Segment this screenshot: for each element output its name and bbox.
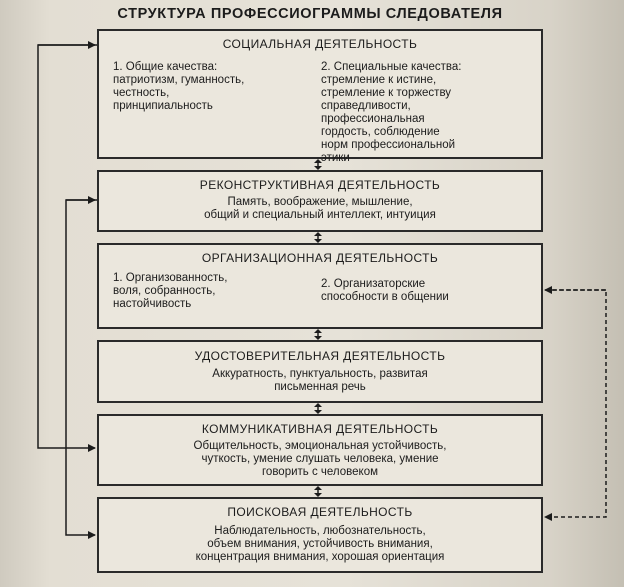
- search-activity-text: Наблюдательность, любознательность, объем внимания, устойчивость внимания, концентрация внимания, хорошая ориентация: [195, 525, 445, 563]
- search-activity-title: ПОИСКОВАЯ ДЕЯТЕЛЬНОСТЬ: [227, 505, 413, 519]
- outer-left-feedback-line: [38, 45, 97, 448]
- link-social-reconstructive-arrow: [314, 159, 322, 170]
- general-qualities-text: 1. Общие качества: патриотизм, гуманность, честность, принципиальность: [113, 61, 245, 112]
- communicative-activity-text: Общительность, эмоциональная устойчивость, чуткость, умение слушать человека, умение говорить с человеком: [193, 440, 447, 478]
- link-certifying-communicative-arrow: [314, 403, 322, 414]
- inner-left-feedback-line: [66, 200, 97, 535]
- organizing-abilities-text: 2. Организаторские способности в общении: [321, 278, 449, 303]
- certifying-activity-text: Аккуратность, пунктуальность, развитая письменная речь: [212, 368, 428, 393]
- communicative-activity-title: КОММУНИКАТИВНАЯ ДЕЯТЕЛЬНОСТЬ: [201, 422, 439, 436]
- link-organizational-certifying-arrow: [314, 329, 322, 340]
- link-communicative-search-arrow: [314, 486, 322, 497]
- certifying-activity-title: УДОСТОВЕРИТЕЛЬНАЯ ДЕЯТЕЛЬНОСТЬ: [194, 349, 446, 363]
- reconstructive-activity-title: РЕКОНСТРУКТИВНАЯ ДЕЯТЕЛЬНОСТЬ: [199, 178, 441, 192]
- link-reconstructive-organizational-arrow: [314, 232, 322, 243]
- diagram-title: СТРУКТУРА ПРОФЕССИОГРАММЫ СЛЕДОВАТЕЛЯ: [117, 6, 503, 22]
- special-qualities-text: 2. Специальные качества: стремление к истине, стремление к торжеству справедливости, профессиональная гордость, соблюдение норм профессиональной этики: [321, 61, 462, 164]
- right-dashed-feedback-line: [545, 290, 606, 517]
- reconstructive-activity-text: Память, воображение, мышление, общий и специальный интеллект, интуиция: [204, 196, 436, 221]
- social-activity-title: СОЦИАЛЬНАЯ ДЕЯТЕЛЬНОСТЬ: [222, 37, 418, 51]
- organization-qualities-text: 1. Организованность, воля, собранность, настойчивость: [113, 272, 228, 310]
- organizational-activity-title: ОРГАНИЗАЦИОННАЯ ДЕЯТЕЛЬНОСТЬ: [201, 251, 439, 265]
